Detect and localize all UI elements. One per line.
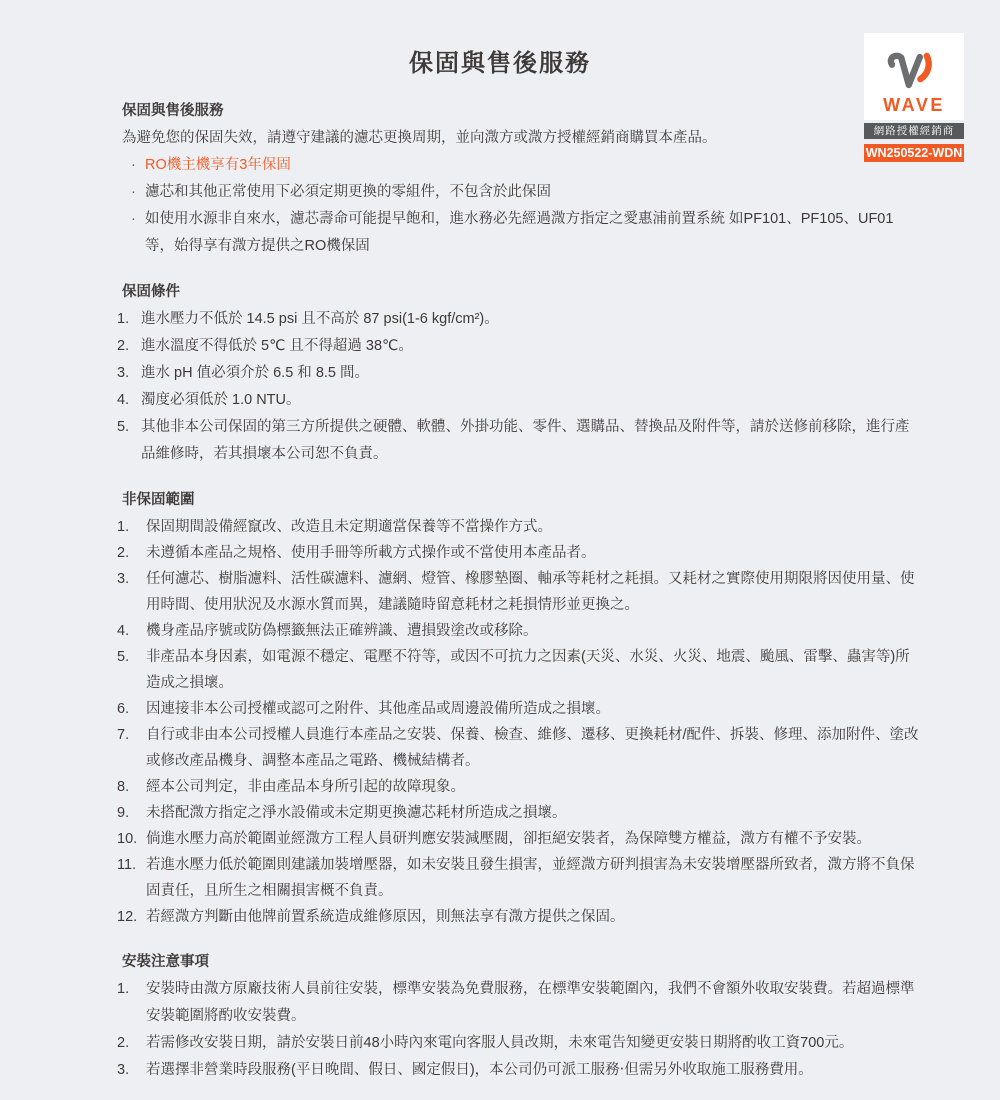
bullet-marker: · — [131, 211, 136, 227]
list-item — [117, 333, 922, 360]
list-number: 2. — [117, 1035, 130, 1051]
list-number: 3. — [117, 1062, 130, 1078]
list-item — [117, 618, 922, 644]
list-item — [117, 904, 922, 930]
list-text: 安裝時由溦方原廠技術人員前往安裝，標準安裝為免費服務，在標準安裝範圍內，我們不會額外收取安裝費。若超過標準安裝範圍將酌收安裝費。 — [146, 981, 915, 1024]
page-title: 保固與售後服務 — [409, 50, 591, 77]
list-item — [117, 360, 922, 387]
list-text: 若需修改安裝日期，請於安裝日前48小時內來電向客服人員改期，未來電告知變更安裝日期將酌收工資700元。 — [146, 1035, 854, 1051]
document-body — [117, 98, 922, 1084]
list-item — [117, 514, 922, 540]
bullet-text: 濾芯和其他正常使用下必須定期更換的零組件，不包含於此保固 — [145, 184, 551, 200]
list-text: 未遵循本產品之規格、使用手冊等所載方式操作或不當使用本產品者。 — [146, 545, 596, 561]
list-text: 進水 pH 值必須介於 6.5 和 8.5 間。 — [141, 365, 370, 381]
list-text: 自行或非由本公司授權人員進行本產品之安裝、保養、檢查、維修、遷移、更換耗材/配件、拆裝、修理、添加附件、塗改或修改產品機身、調整本產品之電路、機械結構者。 — [146, 727, 919, 769]
list-item — [117, 800, 922, 826]
list-text: 任何濾芯、樹脂濾料、活性碳濾料、濾網、燈管、橡膠墊圈、軸承等耗材之耗損。又耗材之實際使用期限將因使用量、使用時間、使用狀況及水源水質而異，建議隨時留意耗材之耗損情形並更換之。 — [146, 571, 915, 613]
list-number: 3. — [117, 571, 130, 587]
list-item — [117, 387, 922, 414]
list-item — [117, 826, 922, 852]
list-item — [117, 540, 922, 566]
bullet-item — [122, 206, 922, 260]
list-text: 經本公司判定，非由產品本身所引起的故障現象。 — [146, 779, 465, 795]
bullet-text-ro-warranty: RO機主機享有3年保固 — [145, 157, 291, 173]
section-heading-install-notes: 安裝注意事項 — [122, 954, 209, 970]
list-text: 倘進水壓力高於範圍並經溦方工程人員研判應安裝減壓閥，卻拒絕安裝者，為保障雙方權益，溦方有權不予安裝。 — [146, 831, 871, 847]
list-text: 進水溫度不得低於 5℃ 且不得超過 38℃。 — [141, 338, 413, 354]
wave-logo — [864, 33, 964, 120]
list-item — [117, 852, 922, 904]
list-number: 2. — [117, 338, 130, 354]
list-item — [117, 644, 922, 696]
list-item — [117, 1057, 922, 1084]
list-item — [117, 566, 922, 618]
list-text: 若進水壓力低於範圍則建議加裝增壓器，如未安裝且發生損害，並經溦方研判損害為未安裝增壓器所致者，溦方將不負保固責任，且所生之相關損害概不負責。 — [146, 857, 915, 899]
bullet-text: 如使用水源非自來水，濾芯壽命可能提早飽和，進水務必先經過溦方指定之愛惠浦前置系統 如PF101、PF105、UF01等，始得享有溦方提供之RO機保固 — [145, 211, 894, 254]
section-heading-warranty-terms: 保固條件 — [122, 284, 180, 300]
list-item — [117, 696, 922, 722]
list-number: 2. — [117, 545, 130, 561]
wave-logo-icon — [885, 48, 943, 94]
list-number: 4. — [117, 623, 130, 639]
list-number: 1. — [117, 311, 130, 327]
list-text: 因連接非本公司授權或認可之附件、其他產品或周邊設備所造成之損壞。 — [146, 701, 610, 717]
bullet-marker: · — [131, 184, 136, 200]
list-number: 6. — [117, 701, 130, 717]
list-item — [117, 1030, 922, 1057]
list-item — [117, 976, 922, 1030]
list-number: 7. — [117, 727, 130, 743]
list-text: 非產品本身因素，如電源不穩定、電壓不符等，或因不可抗力之因素(天災、水災、火災、地震、颱風、雷擊、蟲害等)所造成之損壞。 — [146, 649, 910, 691]
dealer-code-badge: WN250522-WDN — [865, 146, 963, 160]
list-item — [117, 722, 922, 774]
section-heading-non-warranty: 非保固範圍 — [122, 492, 195, 508]
list-item — [117, 414, 922, 468]
list-item — [117, 774, 922, 800]
list-text: 若選擇非營業時段服務(平日晚間、假日、國定假日)，本公司仍可派工服務‧但需另外收取施工服務費用。 — [146, 1062, 813, 1078]
list-number: 1. — [117, 519, 130, 535]
list-text: 機身產品序號或防偽標籤無法正確辨識、遭損毀塗改或移除。 — [146, 623, 538, 639]
brand-logo-block — [864, 33, 964, 162]
list-text: 若經溦方判斷由他牌前置系統造成維修原因，則無法享有溦方提供之保固。 — [146, 909, 625, 925]
list-number: 1. — [117, 981, 130, 997]
list-number: 4. — [117, 392, 130, 408]
list-text: 濁度必須低於 1.0 NTU。 — [141, 392, 301, 408]
dealer-badge: 網路授權經銷商 — [864, 123, 964, 139]
list-number: 5. — [117, 419, 130, 435]
list-number: 12. — [117, 909, 138, 925]
list-item — [117, 306, 922, 333]
list-text: 保固期間設備經竄改、改造且未定期適當保養等不當操作方式。 — [146, 519, 552, 535]
list-number: 10. — [117, 831, 138, 847]
list-text: 進水壓力不低於 14.5 psi 且不高於 87 psi(1-6 kgf/cm²)。 — [141, 311, 499, 327]
list-text: 其他非本公司保固的第三方所提供之硬體、軟體、外掛功能、零件、選購品、替換品及附件等，請於送修前移除，進行產品維修時，若其損壞本公司恕不負責。 — [141, 419, 910, 462]
bullet-item — [122, 152, 922, 179]
section-non-warranty — [117, 487, 922, 930]
list-number: 5. — [117, 649, 130, 665]
list-number: 8. — [117, 779, 130, 795]
intro-paragraph: 為避免您的保固失效，請遵守建議的濾芯更換周期，並向溦方或溦方授權經銷商購買本產品。 — [122, 130, 717, 146]
section-heading-warranty-service: 保固與售後服務 — [122, 103, 224, 119]
bullet-item — [122, 179, 922, 206]
list-text: 未搭配溦方指定之淨水設備或未定期更換濾芯耗材所造成之損壞。 — [146, 805, 567, 821]
list-number: 11. — [117, 857, 137, 873]
bullet-marker: · — [131, 157, 136, 173]
wave-wordmark: WAVE — [883, 95, 945, 115]
list-number: 9. — [117, 805, 130, 821]
list-number: 3. — [117, 365, 130, 381]
